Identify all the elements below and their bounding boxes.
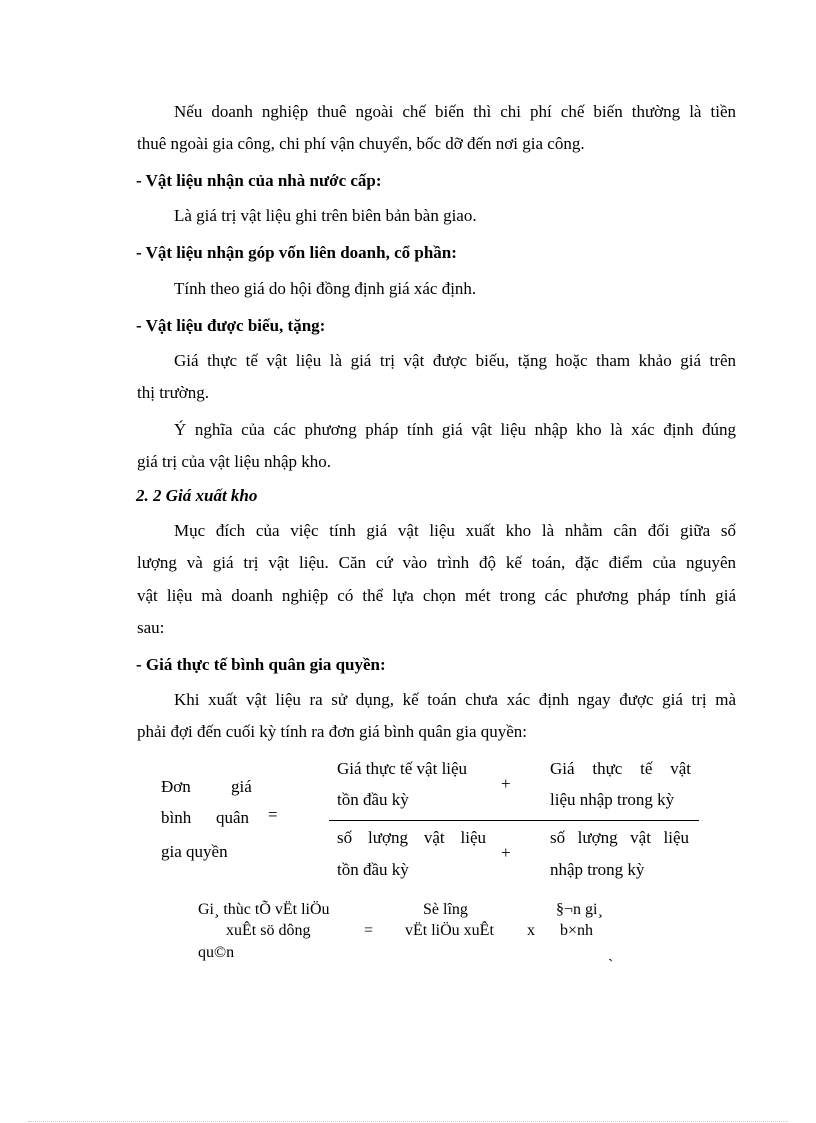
fraction-bar <box>329 820 699 821</box>
formula2-middle: Sè lîng <box>423 901 468 918</box>
formula-lhs: bình <box>161 808 192 827</box>
denominator-term: số lượng vật liệu <box>337 828 486 847</box>
section-heading: - Giá thực tế bình quân gia quyền: <box>136 655 386 674</box>
formula-lhs: quân <box>216 808 250 827</box>
section-heading: - Vật liệu nhận góp vốn liên doanh, cổ phần: <box>136 243 457 262</box>
paragraph-line: thuê ngoài gia công, chi phí vận chuyển, bốc dỡ đến nơi gia công. <box>137 134 585 153</box>
denominator-term: số lượng vật liệu <box>550 828 689 847</box>
formula-lhs: gia quyền <box>161 842 228 861</box>
section-heading: - Vật liệu được biếu, tặng: <box>136 316 326 335</box>
formula2-middle: vËt liÖu xuÊt <box>405 922 494 939</box>
formula2-right: b×nh <box>560 922 594 939</box>
section-heading: - Vật liệu nhận của nhà nước cấp: <box>136 171 382 190</box>
paragraph-line: vật liệu mà doanh nghiệp có thể lựa chọn mét trong các phương pháp tính giá <box>137 586 736 605</box>
paragraph-line: sau: <box>137 618 165 637</box>
paragraph-line: Khi xuất vật liệu ra sử dụng, kế toán chưa xác định ngay được giá trị mà <box>174 690 736 709</box>
formula-equals: = <box>268 805 278 824</box>
numerator-term: Giá thực tế vật <box>550 759 691 778</box>
paragraph-line: Ý nghĩa của các phương pháp tính giá vật liệu nhập kho là xác định đúng <box>174 420 736 439</box>
numerator-term: liệu nhập trong kỳ <box>550 790 675 809</box>
paragraph-line: Là giá trị vật liệu ghi trên biên bản bàn giao. <box>174 206 477 225</box>
paragraph-line: Giá thực tế vật liệu là giá trị vật được biếu, tặng hoặc tham khảo giá trên <box>174 351 736 370</box>
formula-lhs: giá <box>231 777 252 796</box>
formula2-left: xuÊt sö dông <box>226 922 311 939</box>
denominator-plus: + <box>501 843 511 862</box>
numerator-term: Giá thực tế vật liệu <box>337 759 468 778</box>
paragraph-line: lượng và giá trị vật liệu. Căn cứ vào trình độ kế toán, đặc điểm của nguyên <box>137 553 736 572</box>
formula2-equals: = <box>364 922 374 939</box>
paragraph-line: giá trị của vật liệu nhập kho. <box>137 452 332 471</box>
section-heading: 2. 2 Giá xuất kho <box>136 486 258 505</box>
formula2-right: §¬n gi¸ <box>556 901 603 918</box>
denominator-term: nhập trong kỳ <box>550 860 645 879</box>
page-bottom-border <box>28 1121 788 1122</box>
paragraph-line: phải đợi đến cuối kỳ tính ra đơn giá bình quân gia quyền: <box>137 722 528 741</box>
paragraph-line: Tính theo giá do hội đồng định giá xác định. <box>174 279 477 298</box>
formula2-left: Gi¸ thùc tÕ vËt liÖu <box>198 901 330 918</box>
formula2-mark: ` <box>608 957 614 974</box>
formula-lhs: Đơn <box>161 777 191 796</box>
denominator-term: tồn đầu kỳ <box>337 860 409 879</box>
numerator-term: tồn đầu kỳ <box>337 790 409 809</box>
numerator-plus: + <box>501 774 511 793</box>
formula2-left: qu©n <box>198 944 235 961</box>
paragraph-line: Nếu doanh nghiệp thuê ngoài chế biến thì chi phí chế biến thường là tiền <box>174 102 736 121</box>
paragraph-line: Mục đích của việc tính giá vật liệu xuất kho là nhằm cân đối giữa số <box>174 521 736 540</box>
paragraph-line: thị trường. <box>137 383 210 402</box>
formula2-times: x <box>527 922 535 939</box>
